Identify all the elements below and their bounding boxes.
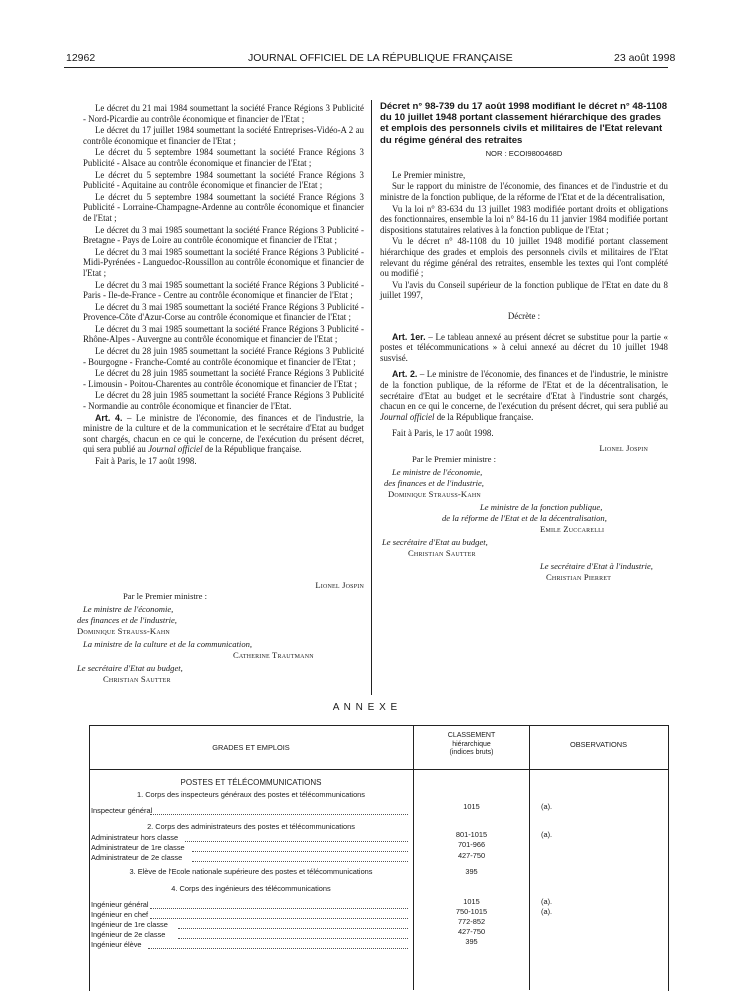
subsection-heading: 2. Corps des administrateurs des postes et télécommunications (147, 822, 355, 831)
paragraph: Le décret du 3 mai 1985 soumettant la société France Régions 3 Publicité - Bretagne - Pays de Loire au contrôle économique et financier de l'Etat ; (83, 224, 364, 246)
nor-reference: NOR : ECOI9800468D (485, 148, 563, 158)
col-header-grades: GRADES ET EMPLOIS (212, 743, 290, 752)
paragraph: Le décret du 5 septembre 1984 soumettant la société France Régions 3 Publicité - Aquitaine au contrôle économique et financier de l'Etat ; (83, 169, 364, 191)
paragraph: Le décret du 28 juin 1985 soumettant la société France Régions 3 Publicité - Limousin - Poitou-Charentes au contrôle économique et financier de l'Etat ; (83, 368, 364, 389)
table-row-label: Ingénieur élève (91, 940, 142, 949)
col-header-observations: OBSERVATIONS (569, 740, 628, 749)
minister-name: Christian Sautter (103, 674, 171, 684)
minister-name: Dominique Strauss-Kahn (77, 626, 170, 636)
article-text: – Le ministre de l'économie, des finances et de l'industrie, le ministre de la fonction publique, de la réforme de l'Etat et de la décentralisation, le secrétaire d'Etat au budget et le secrétaire d'Etat à l'industrie sont chargés, chacun en ce qui le concerne, de l'exécution du présent décret, qui sera publié au (380, 369, 669, 412)
article-text: – Le ministre de l'économie, des finances et de l'industrie, la ministre de la culture et de la communication et le secrétaire d'Etat au budget sont chargés, chacun en ce qui le concerne, de l'exécution du présent décret, qui sera publié au (83, 412, 364, 455)
section-heading: POSTES ET TÉLÉCOMMUNICATIONS (180, 778, 322, 787)
paragraph: Vu la loi n° 83-634 du 13 juillet 1983 modifiée portant droits et obligations des fonctionnaires, ensemble la loi n° 84-16 du 11 janvier 1984 modifiée portant dispositions statutaires relatives à la fonction publique de l'Etat ; (380, 203, 668, 235)
leader-dots (192, 861, 408, 862)
leader-dots (178, 938, 408, 939)
table-row-label: Administrateur de 1re classe (91, 843, 185, 852)
table-row-label: Ingénieur de 2e classe (91, 930, 166, 939)
minister-title: Le ministre de la fonction publique, (480, 501, 603, 512)
paragraph: Le décret du 3 mai 1985 soumettant la société France Régions 3 Publicité - Midi-Pyrénées - Languedoc-Roussillon au contrôle économique et financier de l'Etat ; (83, 246, 364, 278)
journal-title: JOURNAL OFFICIEL DE LA RÉPUBLIQUE FRANÇAISE (248, 52, 513, 64)
table-divider (529, 725, 530, 990)
minister-title: des finances et de l'industrie, (384, 477, 484, 488)
annexe-title: A N N E X E (332, 702, 399, 713)
left-column-text (83, 103, 364, 467)
table-row-value: 1015 (463, 802, 480, 811)
journal-ref: Journal officiel (148, 444, 203, 455)
fait-line: Fait à Paris, le 17 août 1998. (392, 428, 494, 439)
paragraph: Le décret du 3 mai 1985 soumettant la société France Régions 3 Publicité - Rhône-Alpes - Auvergne au contrôle économique et financier de l'Etat ; (83, 323, 364, 345)
table-row-label: Administrateur hors classe (91, 833, 179, 842)
leader-dots (148, 948, 408, 949)
column-divider (371, 100, 372, 695)
col-header-line: CLASSEMENT (447, 732, 496, 739)
signatory-name: Lionel Jospin (315, 580, 364, 590)
table-row-label: Ingénieur en chef (91, 910, 149, 919)
minister-name: Christian Sautter (408, 547, 476, 558)
paragraph: Le décret du 5 septembre 1984 soumettant la société France Régions 3 Publicité - Alsace au contrôle économique et financier de l'Etat ; (83, 147, 364, 168)
article-label: Art. 2. (392, 369, 418, 380)
paragraph: Sur le rapport du ministre de l'économie, des finances et de l'industrie et du ministre de la fonction publique, de la réforme de l'Etat et de la décentralisation, (380, 181, 668, 202)
table-row-value: 395 (465, 867, 478, 876)
minister-title: Le ministre de l'économie, (83, 604, 174, 614)
par-line: Par le Premier ministre : (123, 591, 208, 601)
right-column (380, 101, 668, 583)
paragraph: Le décret du 21 mai 1984 soumettant la société France Régions 3 Publicité - Nord-Picardie au contrôle économique et financier de l'Etat ; (83, 103, 364, 124)
article-4 (83, 413, 364, 455)
table-row-value: 1015 (463, 897, 480, 906)
leader-dots (192, 851, 408, 852)
signatory-name: Lionel Jospin (599, 442, 648, 453)
minister-title: Le secrétaire d'Etat à l'industrie, (540, 560, 653, 571)
header-rule (64, 67, 668, 68)
subsection-heading: 1. Corps des inspecteurs généraux des postes et télécommunications (136, 790, 365, 799)
table-row-value: 427-750 (457, 927, 486, 936)
par-line: Par le Premier ministre : (412, 453, 497, 464)
col-header-line: hiérarchique (452, 740, 491, 748)
premier-ministre: Le Premier ministre, (392, 169, 466, 180)
table-row-value: 395 (465, 937, 478, 946)
page-number: 12962 (66, 52, 96, 64)
article-1 (380, 332, 668, 364)
table-row-obs: (a). (541, 802, 553, 811)
subsection-heading: 4. Corps des ingénieurs des télécommunications (171, 884, 331, 893)
minister-name: Christian Pierret (546, 571, 612, 582)
decree-title: Décret n° 98-739 du 17 août 1998 modifiant le décret n° 48-1108 du 10 juillet 1948 portant classement hiérarchique des grades et emplois des personnels civils et militaires de l'Etat relevant du régime général des retraites (380, 101, 668, 146)
paragraph: Le décret du 28 juin 1985 soumettant la société France Régions 3 Publicité - Bourgogne - Franche-Comté au contrôle économique et financier de l'Etat ; (83, 346, 364, 367)
table-row-label: Inspecteur général (91, 806, 153, 815)
leader-dots (150, 918, 408, 919)
subsection-heading: 3. Elève de l'Ecole nationale supérieure des postes et télécommunications (129, 867, 373, 876)
left-signatures (77, 578, 364, 685)
minister-title: de la réforme de l'Etat et de la décentralisation, (442, 512, 607, 523)
paragraph: Le décret du 5 septembre 1984 soumettant la société France Régions 3 Publicité - Lorraine-Champagne-Ardenne au contrôle économique et financier de l'Etat ; (83, 191, 364, 223)
table-row-obs: (a). (541, 897, 553, 906)
table-row-label: Ingénieur général (91, 900, 149, 909)
paragraph: Vu le décret n° 48-1108 du 10 juillet 1948 modifié portant classement hiérarchique des grades et emplois des personnels civils et militaires de l'Etat relevant du régime général des retraites, ensemble les textes qui l'ont complété ou modifié ; (380, 236, 668, 279)
minister-name: Catherine Trautmann (233, 650, 314, 660)
article-text-end: de la République française. (434, 411, 534, 422)
leader-dots (178, 928, 408, 929)
minister-title: des finances et de l'industrie, (77, 615, 177, 625)
minister-title: Le secrétaire d'Etat au budget, (77, 663, 183, 673)
minister-title: Le secrétaire d'Etat au budget, (382, 536, 488, 547)
fait-line: Fait à Paris, le 17 août 1998. (95, 456, 197, 466)
paragraph: Le décret du 3 mai 1985 soumettant la société France Régions 3 Publicité - Provence-Côte d'Azur-Corse au contrôle économique et financier de l'Etat ; (83, 301, 364, 323)
decrete: Décrète : (507, 310, 541, 321)
minister-title: La ministre de la culture et de la communication, (83, 639, 253, 649)
leader-dots (150, 814, 408, 815)
article-text-end: de la République française. (202, 444, 302, 455)
table-row-label: Administrateur de 2e classe (91, 853, 183, 862)
col-header-classement (414, 732, 529, 758)
journal-ref: Journal officiel (380, 411, 435, 422)
minister-title: Le ministre de l'économie, (392, 466, 483, 477)
leader-dots (185, 841, 408, 842)
article-label: Art. 1er. (392, 331, 426, 342)
minister-name: Dominique Strauss-Kahn (388, 488, 481, 499)
table-header-rule (89, 769, 668, 770)
table-row-value: 701-966 (457, 840, 486, 849)
table-row-value: 750-1015 (455, 907, 488, 916)
article-2 (380, 369, 668, 422)
article-label: Art. 4. (95, 412, 123, 423)
table-row-value: 772-852 (457, 917, 486, 926)
col-header-line: (indices bruts) (449, 749, 494, 757)
leader-dots (150, 908, 408, 909)
article-text: – Le tableau annexé au présent décret se substitue pour la partie « postes et télécommunications » à celui annexé au décret du 10 juillet 1948 susvisé. (380, 331, 668, 363)
minister-name: Emile Zuccarelli (540, 523, 605, 534)
table-row-label: Ingénieur de 1re classe (91, 920, 168, 929)
paragraph: Le décret du 28 juin 1985 soumettant la société France Régions 3 Publicité - Normandie au contrôle économique et financier de l'Etat. (83, 390, 364, 412)
header-date: 23 août 1998 (614, 52, 676, 64)
paragraph: Le décret du 3 mai 1985 soumettant la société France Régions 3 Publicité - Paris - Ile-de-France - Centre au contrôle économique et financier de l'Etat ; (83, 279, 364, 301)
table-row-value: 801-1015 (455, 830, 488, 839)
paragraph: Vu l'avis du Conseil supérieur de la fonction publique de l'Etat en date du 8 juillet 1997, (380, 279, 668, 301)
table-row-value: 427-750 (457, 851, 486, 860)
table-row-obs: (a). (541, 830, 553, 839)
paragraph: Le décret du 17 juillet 1984 soumettant la société Entreprises-Vidéo-A 2 au contrôle économique et financier de l'Etat ; (83, 125, 364, 146)
table-row-obs: (a). (541, 907, 553, 916)
